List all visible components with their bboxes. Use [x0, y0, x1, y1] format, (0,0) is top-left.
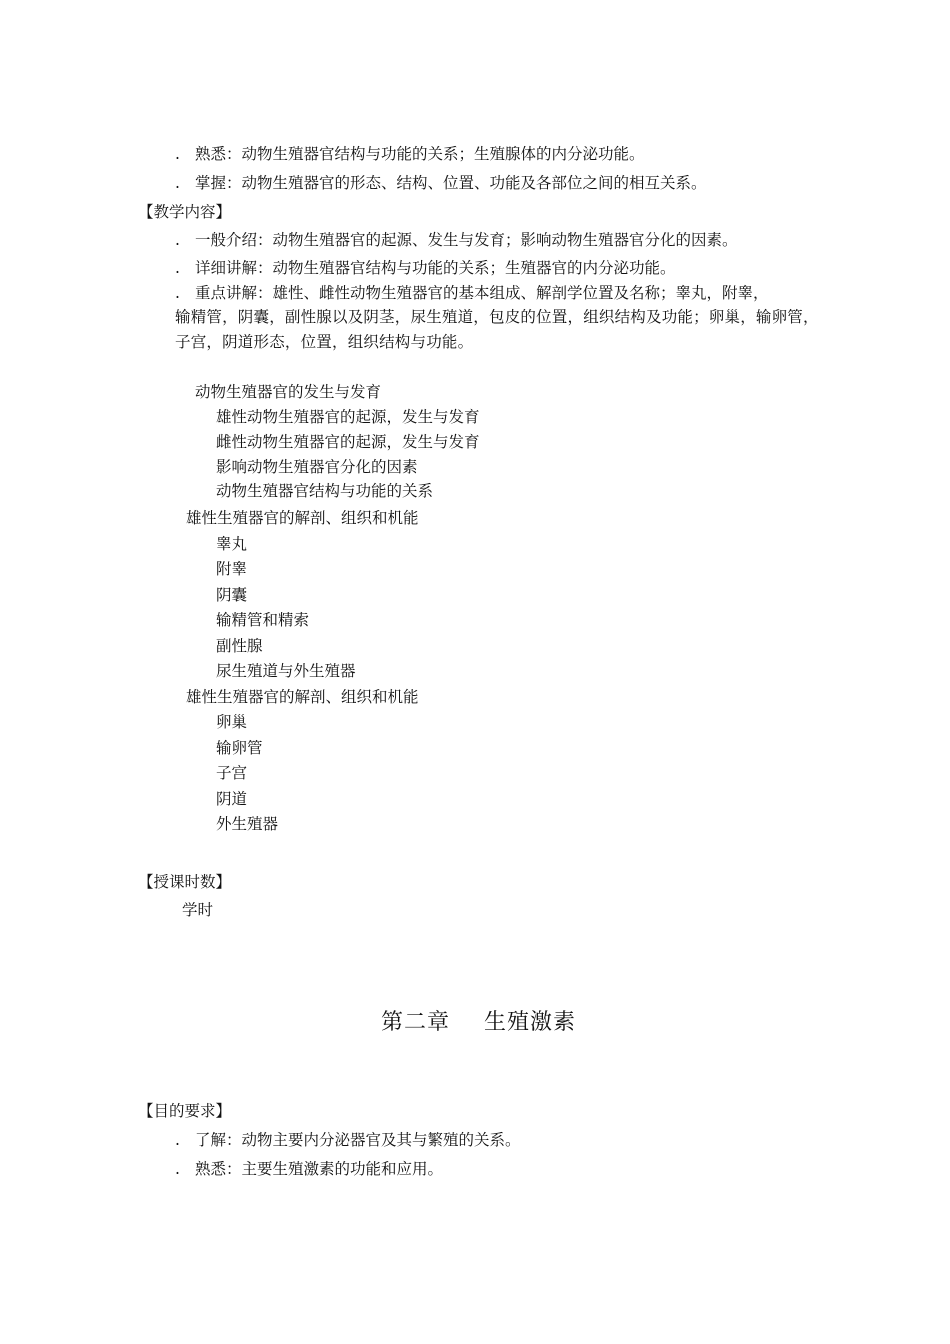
objective-text: 了解：动物主要内分泌器官及其与繁殖的关系。	[195, 1131, 521, 1149]
outline-section-title: 动物生殖器官的发生与发育	[195, 383, 382, 401]
outline-item: 副性腺	[216, 637, 263, 655]
list-number: .	[175, 259, 180, 277]
content-item-key	[175, 283, 769, 303]
outline-item: 尿生殖道与外生殖器	[216, 662, 356, 680]
objective-text: 掌握：动物生殖器官的形态、结构、位置、功能及各部位之间的相互关系。	[195, 174, 707, 192]
teaching-content-heading: 【教学内容】	[138, 203, 232, 221]
outline-item: 动物生殖器官结构与功能的关系	[216, 482, 434, 500]
chapter-number: 第二章	[381, 1010, 451, 1035]
outline-item: 外生殖器	[216, 815, 279, 833]
outline-item: 附睾	[216, 560, 248, 578]
outline-item: 雌性动物生殖器官的起源，发生与发育	[216, 433, 480, 451]
list-number: .	[175, 174, 180, 192]
objective-text: 熟悉：主要生殖激素的功能和应用。	[195, 1160, 444, 1178]
outline-item: 子宫	[216, 764, 248, 782]
content-item-detailed	[175, 258, 676, 278]
objective-master	[175, 173, 707, 193]
objective-familiar	[175, 144, 645, 164]
list-number: .	[175, 1131, 180, 1149]
outline-item: 影响动物生殖器官分化的因素	[216, 458, 418, 476]
chapter-title	[381, 1005, 576, 1036]
list-number: .	[175, 1160, 180, 1178]
chapter-name: 生殖激素	[484, 1010, 577, 1035]
outline-item: 雄性动物生殖器官的起源，发生与发育	[216, 408, 480, 426]
content-item-general	[175, 230, 738, 250]
list-number: .	[175, 145, 180, 163]
outline-section-title: 雄性生殖器官的解剖、组织和机能	[186, 509, 419, 527]
hours-value: 学时	[182, 901, 214, 919]
outline-item: 输卵管	[216, 739, 263, 757]
outline-item: 阴囊	[216, 586, 248, 604]
content-item-key-continuation: 输精管，阴囊，副性腺以及阴茎，尿生殖道，包皮的位置，组织结构及功能；卵巢，输卵管，子宫，阴道形态，位置，组织结构与功能。	[175, 308, 819, 351]
list-number: .	[175, 284, 180, 302]
objectives-heading: 【目的要求】	[138, 1102, 232, 1120]
outline-item: 卵巢	[216, 713, 248, 731]
content-text: 重点讲解：雄性、雌性动物生殖器官的基本组成、解剖学位置及名称；睾丸，附睾，	[195, 284, 769, 302]
content-text: 一般介绍：动物生殖器官的起源、发生与发育；影响动物生殖器官分化的因素。	[195, 231, 738, 249]
outline-item: 输精管和精索	[216, 611, 310, 629]
list-number: .	[175, 231, 180, 249]
objective-understand	[175, 1130, 521, 1150]
outline-item: 睾丸	[216, 535, 248, 553]
objective-text: 熟悉：动物生殖器官结构与功能的关系；生殖腺体的内分泌功能。	[195, 145, 645, 163]
hours-heading: 【授课时数】	[138, 873, 232, 891]
objective-familiar	[175, 1159, 443, 1179]
outline-section-title: 雄性生殖器官的解剖、组织和机能	[186, 688, 419, 706]
outline-item: 阴道	[216, 790, 248, 808]
content-text: 详细讲解：动物生殖器官结构与功能的关系；生殖器官的内分泌功能。	[195, 259, 676, 277]
